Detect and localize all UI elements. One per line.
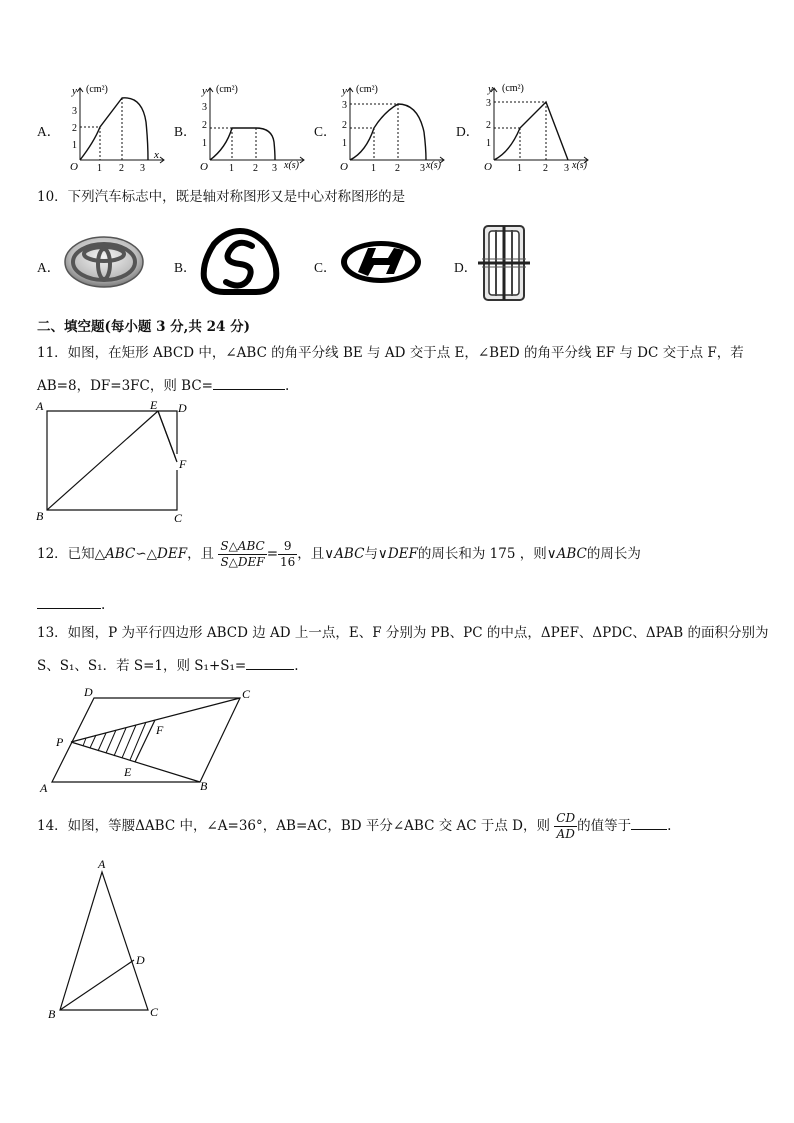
q9a-origin: O	[70, 161, 78, 172]
q9c-origin: O	[340, 161, 348, 172]
q14-tail: 的值等于	[577, 818, 632, 834]
q10-option-a-label: A．	[37, 260, 61, 275]
q13-text-line1: 13．如图，P 为平行四边形 ABCD 边 AD 上一点，E、F 分别为 PB、PC 的中点，ΔPEF、ΔPDC、ΔPAB 的面积分别为	[37, 625, 769, 641]
q9d-tx3: 3	[564, 163, 569, 172]
q9a-unit: (cm²)	[86, 84, 108, 95]
q11-figure-rectangle	[34, 398, 204, 526]
q10-option-c-label: C．	[314, 260, 337, 275]
q14-text	[37, 808, 671, 844]
q12-mid3: 的周长和为 175 ，则∨	[417, 546, 557, 562]
q14-frac-num: CD	[556, 811, 576, 825]
q9c-ty3: 3	[342, 100, 347, 111]
q11-label-e: E	[150, 398, 158, 412]
q13-label-c: C	[242, 687, 251, 701]
q9d-ty2: 2	[486, 120, 491, 131]
q12-frac-den: S△DEF	[220, 555, 265, 569]
q9a-tx1: 1	[97, 163, 102, 172]
q9-option-d-label: D．	[456, 124, 480, 139]
q10-option-d-label: D．	[454, 260, 478, 275]
q9-option-a-label: A．	[37, 124, 61, 139]
q13-label-f: F	[156, 723, 164, 737]
q9-option-b-label: B．	[174, 124, 197, 139]
q10-text: 10．下列汽车标志中，既是轴对称图形又是中心对称图形的是	[37, 189, 406, 205]
q11-answer-blank[interactable]	[213, 375, 285, 390]
q9d-xlabel: x(s)	[572, 160, 587, 171]
q9a-ty2: 2	[72, 123, 77, 134]
q9a-xlabel: x	[154, 149, 159, 161]
q11-label-c: C	[174, 511, 183, 525]
q13-label-a: A	[40, 781, 48, 795]
q11-line2-end: .	[284, 378, 290, 394]
q9-graph-b	[196, 82, 316, 172]
q12-and: 与∨	[364, 546, 388, 562]
q10-logo-b-icon	[200, 228, 280, 296]
q12-abc3: ABC	[556, 546, 587, 562]
q12-end: .	[101, 597, 106, 613]
q14-text-main: 14．如图，等腰ΔABC 中，∠A=36°，AB=AC，BD 平分∠ABC 交 AC 于点 D，则	[37, 818, 550, 834]
q14-ratio	[554, 811, 577, 842]
q12-def2: DEF	[387, 546, 418, 562]
q9a-tx3: 3	[140, 163, 145, 172]
q9d-ylabel: y	[488, 83, 493, 95]
q11-label-b: B	[36, 509, 44, 523]
q12-answer-line	[37, 594, 105, 614]
q9b-xlabel: x(s)	[284, 160, 299, 171]
q9d-ty1: 1	[486, 138, 491, 149]
q9-option-c-label: C．	[314, 124, 337, 139]
q13-label-p: P	[56, 735, 64, 749]
q12-val-num: 9	[278, 539, 297, 555]
q12-area-ratio	[218, 539, 266, 570]
q9b-origin: O	[200, 161, 208, 172]
q12-frac-num: S△ABC	[220, 539, 265, 553]
q9b-ty1: 1	[202, 138, 207, 149]
q9a-tx2: 2	[119, 163, 124, 172]
q9d-tx1: 1	[517, 163, 522, 172]
q9b-tx1: 1	[229, 163, 234, 172]
q9-graph-c	[336, 82, 456, 172]
q14-label-b: B	[48, 1007, 56, 1021]
q13-label-e: E	[124, 765, 132, 779]
q14-end: .	[667, 818, 672, 834]
section-title-fill-in: 二、填空题(每小题 3 分,共 24 分)	[37, 319, 250, 335]
q9c-tx3: 3	[420, 163, 425, 172]
q13-figure-parallelogram	[34, 682, 264, 798]
q13-text-line2	[37, 655, 299, 675]
q12-val-den: 16	[280, 555, 296, 569]
q12-tail: 的周长为	[586, 546, 641, 562]
q12-prefix: 12．已知△	[37, 546, 106, 562]
q9b-ty3: 3	[202, 102, 207, 113]
q9b-tx3: 3	[272, 163, 277, 172]
q14-frac-den: AD	[556, 827, 575, 841]
q9-graph-d	[480, 82, 600, 172]
q12-def1: DEF	[157, 546, 188, 562]
q9b-unit: (cm²)	[216, 84, 238, 95]
q10-logo-a-toyota-icon	[62, 234, 146, 290]
q9c-ylabel: y	[342, 85, 347, 97]
q9c-ty1: 1	[342, 138, 347, 149]
q12-mid2: ，且∨	[297, 546, 335, 562]
q9c-unit: (cm²)	[356, 84, 378, 95]
q14-answer-blank[interactable]	[631, 815, 667, 830]
q9a-ylabel: y	[72, 85, 77, 97]
q13-line2-end: .	[294, 658, 299, 674]
q11-line2-text: AB=8，DF=3FC，则 BC=	[37, 378, 213, 394]
q14-figure-triangle	[40, 852, 170, 1024]
q13-answer-blank[interactable]	[246, 655, 294, 670]
q11-label-f: F	[179, 457, 187, 471]
q10-option-b-label: B．	[174, 260, 197, 275]
q9-graph-a	[62, 82, 172, 172]
q12-ratio-value	[278, 539, 297, 570]
q13-label-d: D	[84, 685, 93, 699]
q10-logo-d-lincoln-icon	[476, 222, 532, 306]
q9d-unit: (cm²)	[502, 83, 524, 94]
q12-sim: ∽△	[135, 546, 158, 562]
q13-line2-text: S、S₁、S₁．若 S=1，则 S₁+S₁=	[37, 658, 247, 674]
q11-label-a: A	[36, 399, 44, 413]
q9b-tx2: 2	[253, 163, 258, 172]
q9b-ylabel: y	[202, 85, 207, 97]
q13-label-b: B	[200, 779, 208, 793]
q11-text-line2	[37, 375, 289, 395]
q9c-tx1: 1	[371, 163, 376, 172]
q9c-tx2: 2	[395, 163, 400, 172]
q9d-ty3: 3	[486, 98, 491, 109]
q9a-ty3: 3	[72, 106, 77, 117]
q12-text	[37, 536, 641, 572]
q14-label-c: C	[150, 1005, 159, 1019]
q12-answer-blank[interactable]	[37, 594, 101, 609]
q9b-ty2: 2	[202, 120, 207, 131]
q9a-ty1: 1	[72, 140, 77, 151]
q9d-tx2: 2	[543, 163, 548, 172]
q9c-ty2: 2	[342, 120, 347, 131]
q9d-origin: O	[484, 161, 492, 172]
q12-mid1: ，且	[187, 546, 215, 562]
q12-abc1: ABC	[105, 546, 136, 562]
q9c-xlabel: x(s)	[426, 160, 441, 171]
q14-label-d: D	[136, 953, 145, 967]
q11-text-line1: 11．如图，在矩形 ABCD 中，∠ABC 的角平分线 BE 与 AD 交于点 E，∠BED 的角平分线 EF 与 DC 交于点 F，若	[37, 345, 744, 361]
q10-logo-c-hyundai-icon	[338, 238, 424, 286]
q14-label-a: A	[98, 857, 106, 871]
q12-eq: =	[266, 546, 279, 562]
q12-abc2: ABC	[334, 546, 365, 562]
q11-label-d: D	[178, 401, 187, 415]
